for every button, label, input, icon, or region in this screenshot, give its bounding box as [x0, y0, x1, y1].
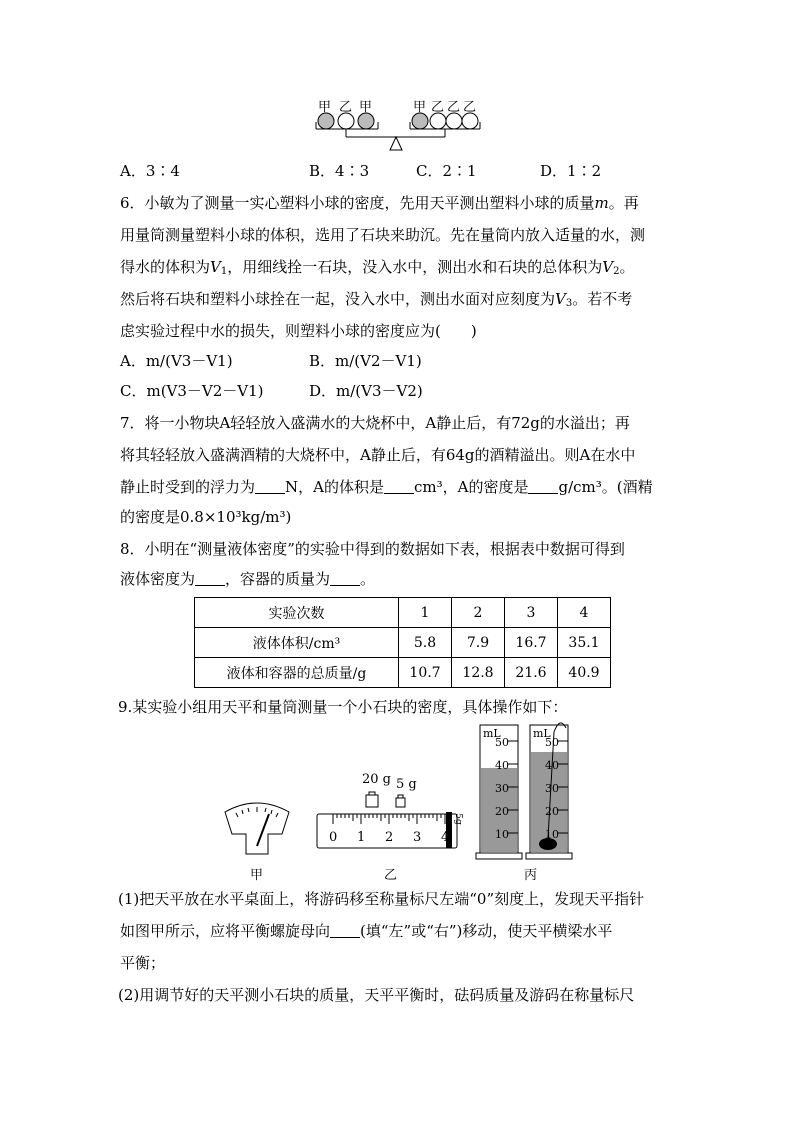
cyl2-tick-30: 30 — [545, 782, 559, 795]
cyl2-unit: mL — [533, 727, 551, 740]
q8-data-table — [194, 597, 611, 688]
table-cell: 35.1 — [558, 628, 611, 658]
table-cell: 40.9 — [558, 658, 611, 688]
cyl2-tick-20: 20 — [545, 805, 559, 818]
q9-p2-line-1: (2)用调节好的天平测小石块的质量，天平平衡时，砝码质量及游码在称量标尺 — [118, 986, 635, 1004]
q5-option-d: D．1∶2 — [540, 162, 602, 180]
table-cell: 实验次数 — [195, 598, 399, 628]
cyl1-unit: mL — [483, 727, 501, 740]
q9-intro: 9.某实验小组用天平和量筒测量一个小石块的密度，具体操作如下： — [118, 698, 568, 716]
q7-blank-3[interactable] — [528, 481, 558, 494]
scale-end-label: 5g — [452, 813, 463, 825]
left-balls — [318, 113, 374, 129]
q7-line-3: 静止时受到的浮力为 N，A的体积是 cm³，A的密度是 g/cm³。(酒精 — [120, 478, 653, 496]
fig-label-jia: 甲 — [250, 868, 264, 883]
right-ball-label-2: 乙 — [431, 100, 445, 115]
scale-tick-0: 0 — [329, 830, 338, 845]
q7-blank-1[interactable] — [255, 481, 285, 494]
q6-option-b: B．m/(V2－V1) — [309, 352, 422, 370]
weight-20g-icon — [366, 795, 378, 807]
table-cell: 3 — [505, 598, 558, 628]
cyl1-tick-10: 10 — [495, 828, 509, 841]
table-cell: 液体体积/cm³ — [195, 628, 399, 658]
q9-p1-line-1: (1)把天平放在水平桌面上，将游码移至称量标尺左端“0”刻度上，发现天平指针 — [118, 890, 645, 908]
left-ball-label-1: 甲 — [318, 100, 332, 115]
q6-option-d: D．m/(V3－V2) — [309, 382, 423, 400]
left-ball-label-3: 甲 — [359, 100, 373, 115]
q6-line-2: 用量筒测量塑料小球的体积，选用了石块来助沉。先在量筒内放入适量的水，测 — [120, 226, 646, 244]
q8-line-2: 液体密度为 ，容器的质量为 。 — [120, 570, 376, 588]
weight-20g-label: 20 g — [362, 772, 391, 787]
q6-option-a: A．m/(V3－V1) — [120, 352, 233, 370]
cylinders-figure — [470, 722, 585, 862]
table-row — [195, 628, 611, 658]
q9-p1-line-3: 平衡； — [120, 954, 166, 972]
q9-blank-1[interactable] — [330, 925, 360, 938]
q6-option-c: C．m(V3－V2－V1) — [120, 382, 264, 400]
fig-label-bing: 丙 — [524, 868, 538, 883]
table-cell: 5.8 — [399, 628, 452, 658]
table-row — [195, 658, 611, 688]
q7-line-1: 7．将一小物块A轻轻放入盛满水的大烧杯中，A静止后，有72g的水溢出；再 — [120, 414, 630, 432]
table-cell: 16.7 — [505, 628, 558, 658]
scale-tick-2: 2 — [385, 830, 394, 845]
table-cell: 2 — [452, 598, 505, 628]
q6-line-3: 得水的体积为$V_1$，用细线拴一石块，没入水中，测出水和石块的总体积为$V_2$。 — [120, 258, 635, 277]
cyl1-tick-20: 20 — [495, 805, 509, 818]
q5-option-c: C．2∶1 — [416, 162, 477, 180]
weight-5g-label: 5 g — [396, 777, 417, 792]
cyl1-tick-30: 30 — [495, 782, 509, 795]
table-cell: 12.8 — [452, 658, 505, 688]
weight-5g-icon — [396, 798, 405, 807]
fig-label-yi: 乙 — [384, 868, 398, 883]
scale-tick-3: 3 — [413, 830, 422, 845]
q8-blank-2[interactable] — [330, 573, 360, 586]
cyl2-tick-50: 50 — [545, 736, 559, 749]
right-balls — [412, 113, 478, 129]
q7-blank-2[interactable] — [384, 481, 414, 494]
cyl1-tick-40: 40 — [495, 759, 509, 772]
table-cell: 4 — [558, 598, 611, 628]
q6-line-5: 虑实验过程中水的损失，则塑料小球的密度应为( ) — [120, 322, 477, 340]
q8-line-1: 8．小明在“测量液体密度”的实验中得到的数据如下表，根据表中数据可得到 — [120, 540, 625, 558]
q8-blank-1[interactable] — [195, 573, 225, 586]
q5-option-b: B．4∶3 — [309, 162, 370, 180]
q6-line-1: 6．小敏为了测量一实心塑料小球的密度，先用天平测出塑料小球的质量m。再 — [120, 194, 639, 212]
q7-line-4: 的密度是0.8×10³kg/m³) — [120, 508, 292, 526]
q6-line-4: 然后将石块和塑料小球拴在一起，没入水中，测出水面对应刻度为$V_3$。若不考 — [120, 290, 633, 309]
q7-line-2: 将其轻轻放入盛满酒精的大烧杯中，A静止后，有64g的酒精溢出。则A在水中 — [120, 446, 636, 464]
right-ball-label-3: 乙 — [447, 100, 461, 115]
right-ball-label-1: 甲 — [413, 100, 427, 115]
q9-p1-line-2: 如图甲所示，应将平衡螺旋母向 (填“左”或“右”)移动，使天平横梁水平 — [120, 922, 613, 940]
cyl2-tick-10: 10 — [545, 828, 559, 841]
scale-tick-1: 1 — [357, 830, 366, 845]
cyl2-tick-40: 40 — [545, 759, 559, 772]
table-cell: 7.9 — [452, 628, 505, 658]
q5-option-a: A．3∶4 — [120, 162, 180, 180]
table-cell: 21.6 — [505, 658, 558, 688]
table-cell: 10.7 — [399, 658, 452, 688]
table-cell: 1 — [399, 598, 452, 628]
table-cell: 液体和容器的总质量/g — [195, 658, 399, 688]
cyl1-tick-50: 50 — [495, 736, 509, 749]
balance-dial-figure — [222, 798, 292, 856]
scale-tick-4: 4 — [441, 830, 450, 845]
table-row — [195, 598, 611, 628]
right-ball-label-4: 乙 — [463, 100, 477, 115]
left-ball-label-2: 乙 — [339, 100, 353, 115]
